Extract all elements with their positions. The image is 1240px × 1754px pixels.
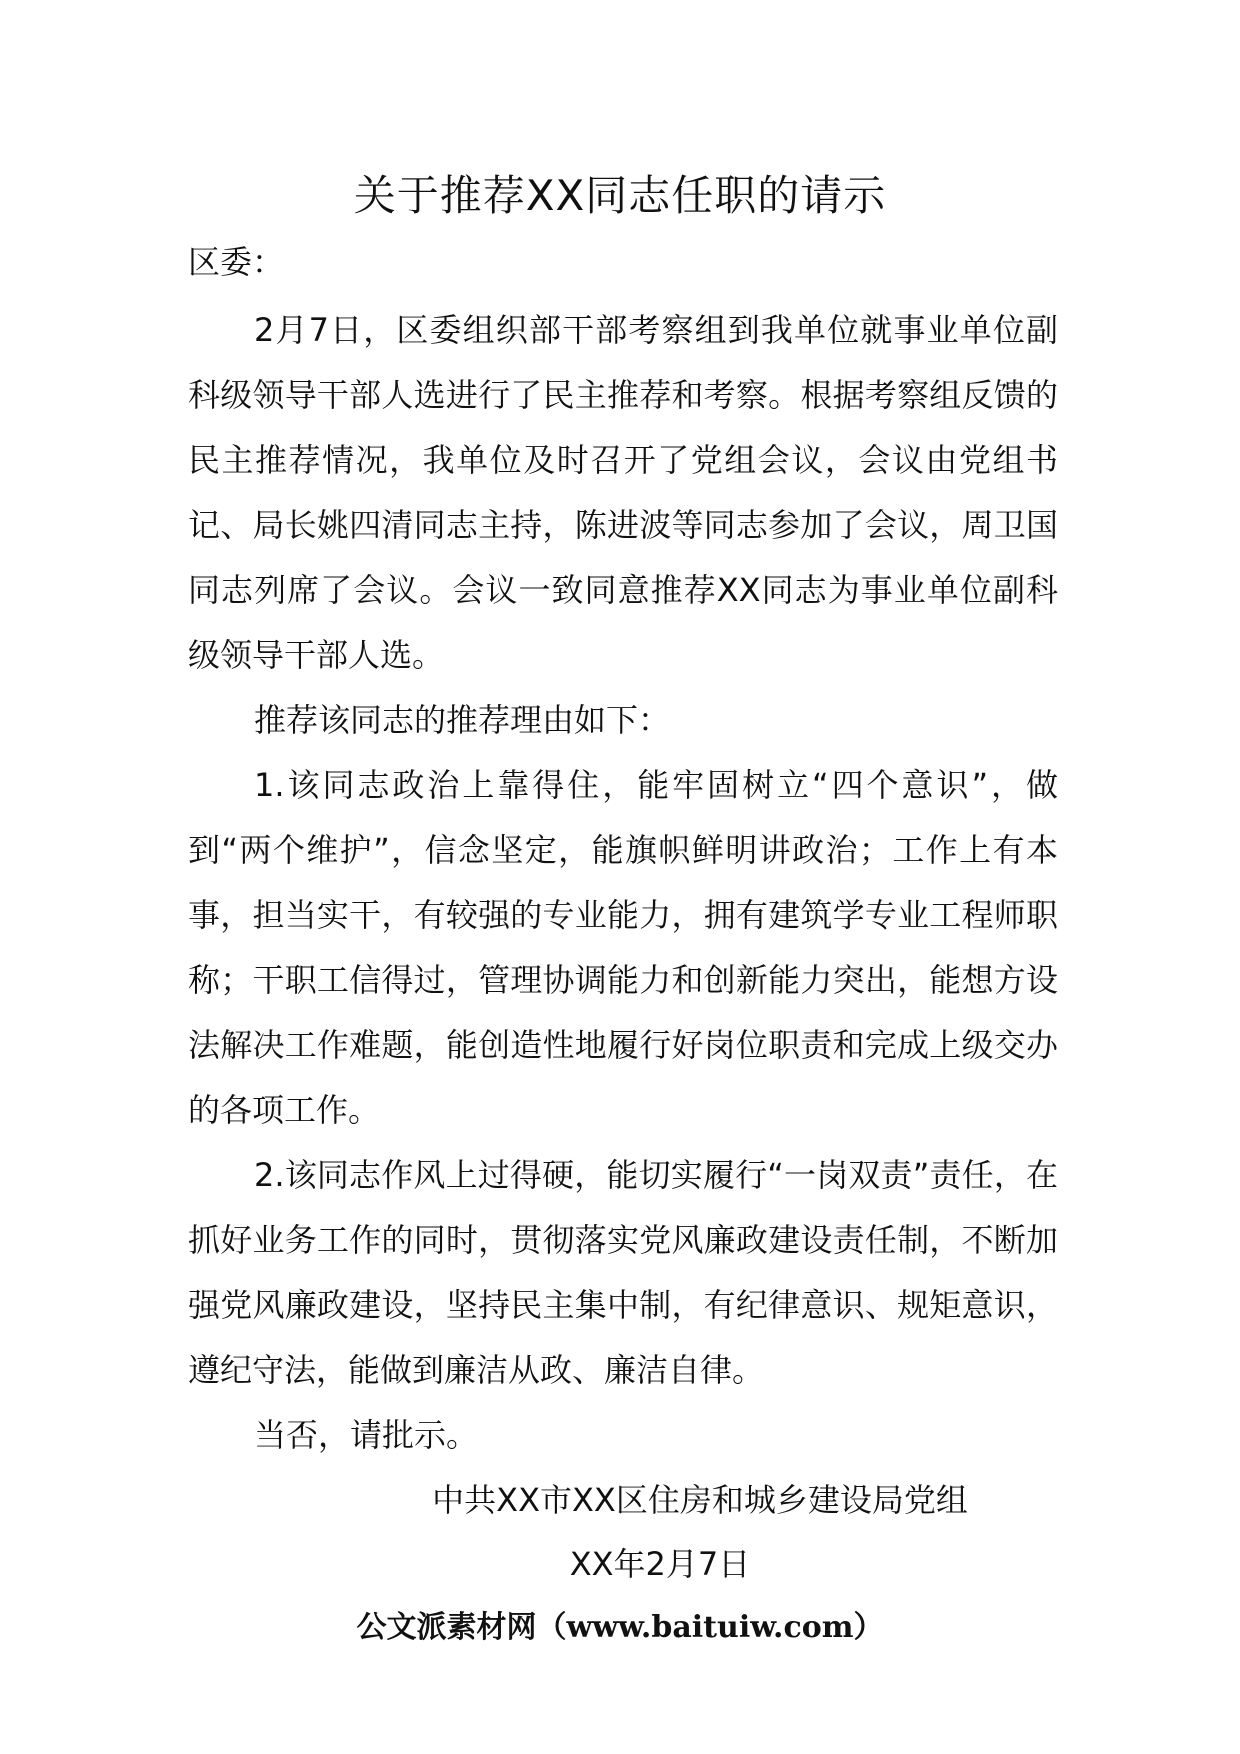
signature-organization: 中共XX市XX区住房和城乡建设局党组 [432,1481,968,1519]
paragraph-reasons-heading: 推荐该同志的推荐理由如下： [254,701,671,739]
footer-watermark: 公文派素材网（www.baituiw.com） [356,1610,884,1645]
document-title: 关于推荐XX同志任职的请示 [353,171,887,220]
document-body [188,298,1058,1468]
paragraph-closing: 当否，请批示。 [254,1416,479,1454]
paragraph-reason-2: 2.该同志作风上过得硬，能切实履行“一岗双责”责任，在抓好业务工作的同时，贯彻落实党风廉政建设责任制，不断加强党风廉政建设，坚持民主集中制，有纪律意识、规矩意识，遵纪守法，能做到廉洁从政、廉洁自律。 [188,1156,1058,1389]
paragraph-intro: 2月7日，区委组织部干部考察组到我单位就事业单位副科级领导干部人选进行了民主推荐和考察。根据考察组反馈的民主推荐情况，我单位及时召开了党组会议，会议由党组书记、局长姚四清同志主持，陈进波等同志参加了会议，周卫国同志列席了会议。会议一致同意推荐XX同志为事业单位副科级领导干部人选。 [188,311,1058,674]
document-date: XX年2月7日 [569,1545,751,1583]
salutation: 区委： [188,243,285,281]
paragraph-reason-1: 1.该同志政治上靠得住，能牢固树立“四个意识”，做到“两个维护”，信念坚定，能旗帜鲜明讲政治；工作上有本事，担当实干，有较强的专业能力，拥有建筑学专业工程师职称；干职工信得过，管理协调能力和创新能力突出，能想方设法解决工作难题，能创造性地履行好岗位职责和完成上级交办的各项工作。 [188,766,1058,1129]
